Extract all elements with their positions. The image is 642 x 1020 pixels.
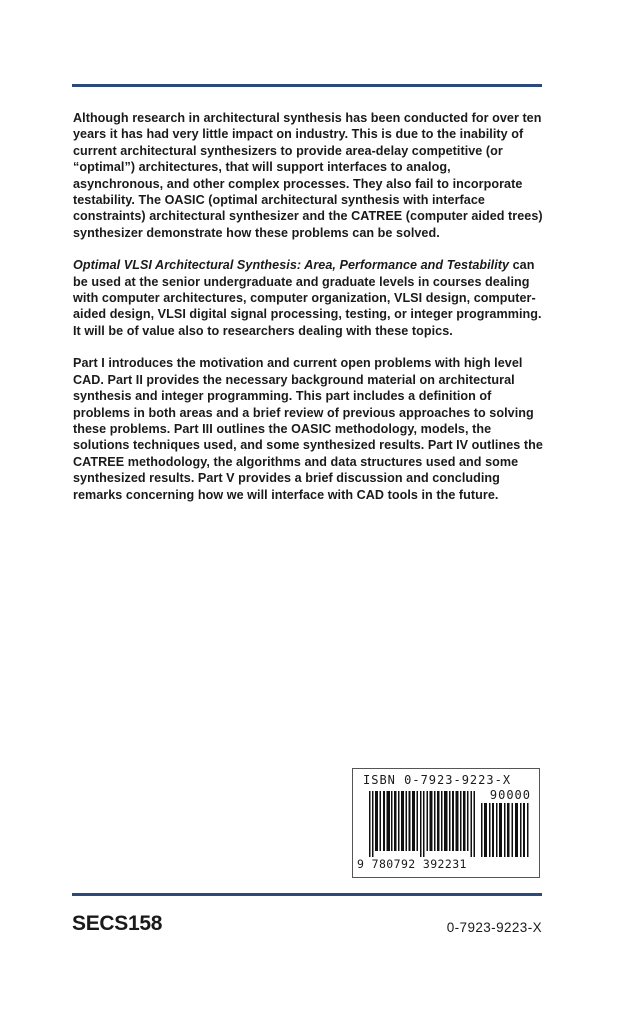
paragraph-intro: Although research in architectural synthesis has been conducted for over ten years it has had very little impact on industry. This is due to the inability of current architectural synthesizers to provide area-delay competitive (or “optimal”) architectures, that will support interfaces to analog, asynchronous, and other complex processes. They also fail to incorporate testability. The OASIC (optimal architectural synthesis with interface constraints) architectural synthesizer and the CATREE (computer aided trees) synthesizer demonstrate how these problems can be solved. [73, 111, 543, 240]
barcode-main-bars [369, 791, 477, 857]
barcode-addon-bars [481, 803, 531, 857]
footer-isbn: 0-7923-9223-X [446, 920, 542, 935]
barcode-price-code: 90000 [489, 788, 531, 802]
series-number: SECS158 [72, 912, 163, 935]
barcode-ean-digits: 9 780792 392231 [357, 857, 467, 871]
back-cover-description [73, 110, 543, 519]
top-divider [72, 84, 542, 87]
book-title-italic: Optimal VLSI Architectural Synthesis: Area, Performance and Testability [73, 258, 510, 273]
paragraph-audience [73, 257, 543, 339]
paragraph-contents: Part I introduces the motivation and current open problems with high level CAD. Part II provides the necessary background material on architectural synthesis and integer programming. This part includes a definition of problems in both areas and a brief review of previous approaches to solving these problems. Part III outlines the OASIC methodology, models, the solutions techniques used, and some synthesized results. Part IV outlines the CATREE methodology, the algorithms and data structures used and some synthesized results. Part V provides a brief discussion and concluding remarks concerning how we will interface with CAD tools in the future. [73, 356, 543, 502]
barcode-isbn-label: ISBN 0-7923-9223-X [363, 773, 512, 787]
isbn-barcode [352, 768, 540, 878]
paragraph-audience-text: can be used at the senior undergraduate and graduate levels in courses dealing with computer architectures, computer organization, VLSI design, computer-aided design, VLSI digital signal processing, testing, or integer programming. It will be of value also to researchers dealing with these topics. [73, 258, 542, 338]
bottom-divider [72, 893, 542, 896]
